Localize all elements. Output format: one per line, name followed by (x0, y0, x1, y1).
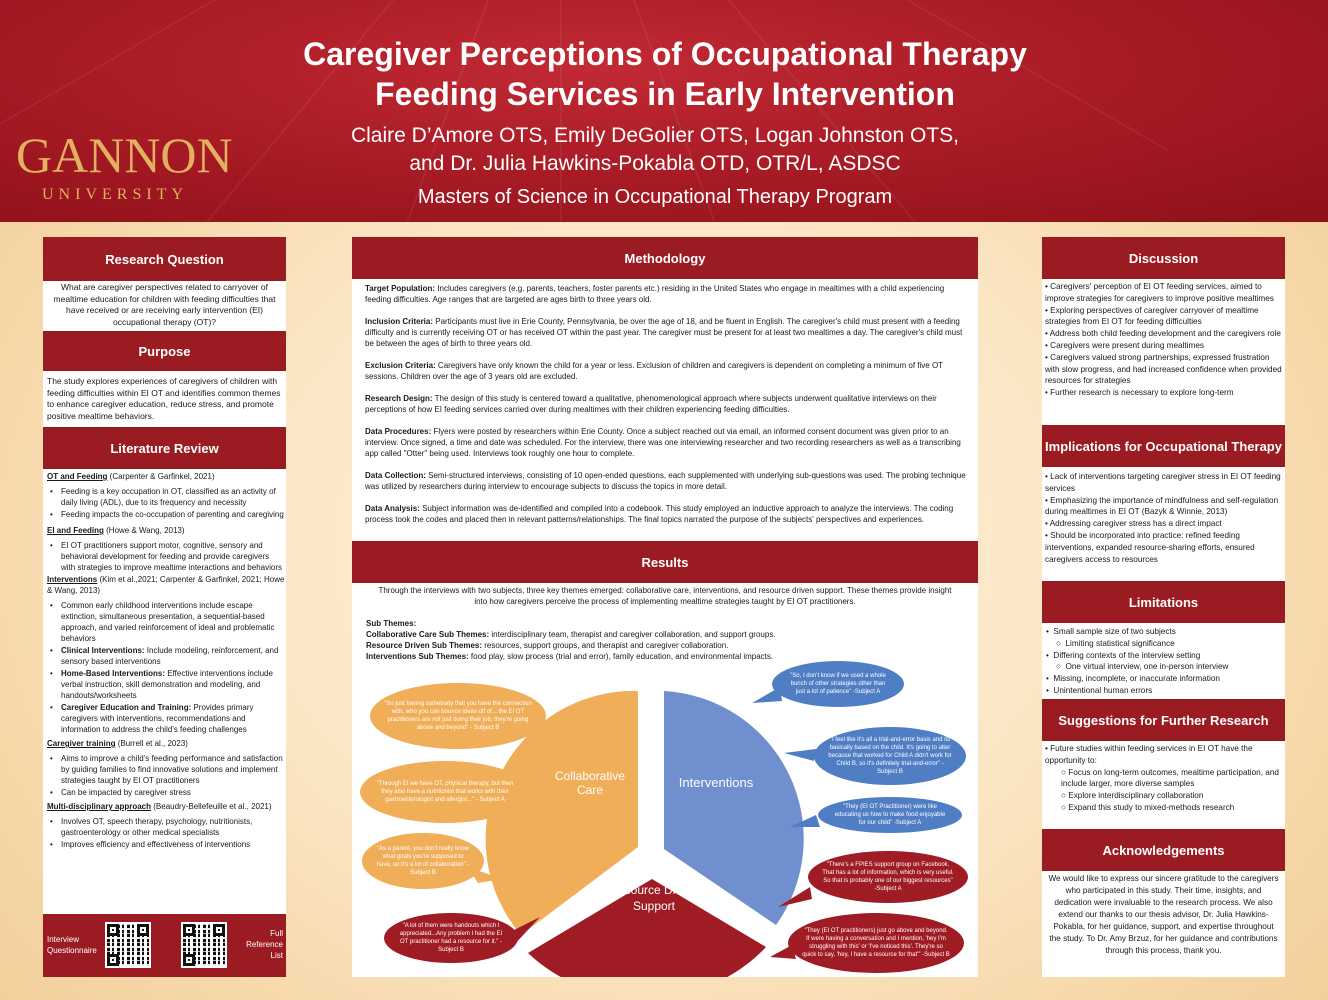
qr-footer (43, 914, 286, 977)
full-reference-list-label: Full Reference List (246, 929, 283, 960)
implications-heading: Implications for Occupational Therapy (1042, 425, 1285, 467)
author-list: Claire D’Amore OTS, Emily DeGolier OTS, Logan Johnston OTS, and Dr. Julia Hawkins-Pokabla OTD, OTR/L, ASDSC (350, 124, 960, 175)
quote-bubble: "They (EI OT Practitioner) were like educating us how to make food enjoyable for our child" -Subject A (818, 797, 962, 833)
program-name: Masters of Science in Occupational Therapy Program (417, 186, 893, 208)
list-item: • Clinical Interventions: Include modeling, reinforcement, and sensory based interventions (47, 645, 285, 667)
data-collection: Data Collection: Semi-structured interviews, consisting of 10 open-ended questions, each supplemented with underlying sub-questions was used. The probing technique was utilized by researchers during interview to encourage subjects to discuss the topics in more detail. (365, 471, 966, 491)
left-column (43, 237, 286, 977)
list-item: • Aims to improve a child's feeding performance and satisfaction by guiding families to find innovative solutions and implement strategies taught by EI OT practitioners (47, 753, 285, 786)
list-item: • Exploring perspectives of caregiver carryover of mealtime strategies from EI OT for feeding difficulties (1045, 305, 1259, 327)
list-item: • Common early childhood interventions include escape extinction, simultaneous presentation, a sequential-based approach, and varied reinforcement of ideal and problematic behaviors (47, 600, 285, 644)
quote-bubble: "So, I don't know if we used a whole bunch of other strategies other than just a lot of patience" -Subject A (772, 661, 904, 707)
quote-bubble: "As a parent, you don't really know what goals you're supposed to have, so it's a lot of collaboration" -Subject B (362, 833, 484, 889)
discussion-heading: Discussion (1042, 237, 1285, 279)
quote-bubble: "There's a FPIES support group on Facebook. That has a lot of information, which is very useful. So that is probably one of our biggest resources" -Subject A (808, 851, 968, 903)
quote-bubble: "So just having somebody that you have the connection with, who you can bounce ideas off of... the EI OT practitioners are not just doing their job, they're going above and beyond" - Subject B (370, 683, 546, 749)
title-banner (0, 0, 1328, 222)
list-item: ○ Focus on long-term outcomes, mealtime participation, and include larger, more diverse samples (1061, 767, 1279, 789)
data-analysis: Data Analysis: Subject information was de-identified and compiled into a codebook. This study employed an inductive approach to analyze the interviews. The coding process took the codes and placed then in relevant patterns/relationships. The final topics narrated the purpose of the subjects' perspectives and experiences. (365, 504, 954, 524)
list-item: • Lack of interventions targeting caregiver stress in EI OT feeding services (1045, 472, 1281, 493)
list-item: • Home-Based Interventions: Effective interventions include verbal instruction, skill demonstration and modeling, and handouts/worksheets (47, 668, 285, 701)
further-research-body (1045, 743, 1283, 814)
lit-section-title: OT and Feeding (47, 472, 108, 481)
literature-review-heading: Literature Review (43, 427, 286, 469)
list-item: • Feeding impacts the co-occupation of parenting and caregiving (47, 509, 285, 520)
list-item: • Future studies within feeding services in EI OT have the opportunity to: (1045, 744, 1253, 765)
list-item: • Differing contexts of the interview setting (1046, 650, 1201, 660)
list-item: • EI OT practitioners support motor, cognitive, sensory and behavioral development for feeding and provide caregivers with strategies to improve mealtime interactions and behaviors (47, 540, 285, 573)
middle-column (352, 237, 978, 977)
limitations-heading: Limitations (1042, 581, 1285, 623)
quote-bubble: "I feel like it's all a trial-and-error basis and its basically based on the child. It's going to alter because that worked for Child A didn't work for Child B, so it's definitely trial-and-error" -Subject B (814, 727, 966, 785)
interview-questionnaire-label: Interview Questionnaire (47, 935, 97, 955)
further-research-heading: Suggestions for Further Research (1042, 699, 1285, 741)
lit-section-title: Multi-disciplinary approach (47, 802, 152, 811)
list-item: • Small sample size of two subjects (1046, 627, 1176, 636)
acknowledgements-heading: Acknowledgements (1042, 829, 1285, 871)
lit-section-title: Caregiver training (47, 739, 116, 748)
quote-bubble: "They (EI OT practitioners) just go above and beyond. If were having a conversation and I mention, 'hey I'm struggling with this' or 'I've noticed this'. They're so quick to say, 'hey, I have a resource for that'" -Subject B (788, 913, 964, 973)
lit-section-title: Interventions (47, 575, 98, 584)
list-item: • Further research is necessary to explore long-term (1045, 388, 1234, 398)
theme-label-interventions: Interventions (678, 775, 754, 790)
list-item: • Caregivers were present during mealtimes (1045, 340, 1204, 350)
right-column (1042, 237, 1285, 977)
list-item: • Improves efficiency and effectiveness of interventions (47, 839, 285, 850)
purpose-heading: Purpose (43, 331, 286, 371)
list-item: • Addressing caregiver stress has a direct impact (1045, 519, 1222, 529)
list-item: • Caregivers valued strong partnerships, expressed frustration with slow progress, and had increased confidence when provided resources for strategies (1045, 352, 1282, 386)
list-item: ○ Limiting statistical significance (1056, 638, 1175, 648)
research-question-heading: Research Question (43, 237, 286, 281)
limitations-body (1046, 626, 1282, 697)
quote-tail (784, 749, 816, 761)
lit-section-title: EI and Feeding (47, 526, 104, 535)
reference-qr-code[interactable] (181, 922, 227, 968)
results-heading: Results (352, 541, 978, 583)
interview-qr-code[interactable] (105, 922, 151, 968)
theme-label-resource-driven: Resource Driven Support (609, 883, 699, 913)
discussion-body (1045, 281, 1283, 399)
list-item: • Feeding is a key occupation in OT, classified as an activity of daily living (ADL), due to its frequency and necessity (47, 486, 285, 508)
data-procedures: Data Procedures: Flyers were posted by researchers within Erie County. Once a subject reached out via email, an informed consent document was given prior to an interview. Once signed, a time and date was scheduled. For the interview, there was one interviewing researcher and two recording researchers as well as a transcribing app called "Otter" being used. Interviews took roughly one hour to complete. (365, 427, 961, 458)
acknowledgements-text: We would like to express our sincere gratitude to the caregivers who participated in this study. Their time, insights, and dedication were invaluable to the research process. We also extend our thanks to our thesis advisor, Dr. Julia Hawkins-Pokabla, for her guidance, support, and expertise throughout the study. To Dr. Amy Brzuz, for her guidance and contributions through this process, thank you. (1048, 874, 1279, 955)
list-item: • Missing, incomplete, or inaccurate information (1046, 674, 1220, 684)
list-item: • Involves OT, speech therapy, psychology, nutritionists, gastroenterology or other medical specialists (47, 816, 285, 838)
inclusion-criteria: Inclusion Criteria: Participants must live in Erie County, Pennsylvania, be over the age of 18, and be fluent in English. The caregiver's child must present with a feeding difficulty and is currently receiving OT or has received OT within the past year. The caregiver must be present for at least two mealtimes a day. The caregiver's child must be between the ages of birth to three years old. (365, 317, 963, 348)
research-design: Research Design: The design of this study is centered toward a qualitative, phenomenological approach where subjects underwent qualitative interviews on their perceptions of how EI feeding services carried over during mealtimes with their children experiencing feeding difficulties. (365, 394, 937, 414)
methodology-heading: Methodology (352, 237, 978, 279)
list-item: ○ Explore interdisciplinary collaboration (1061, 791, 1204, 801)
exclusion-criteria: Exclusion Criteria: Caregivers have only known the child for a year or less. Exclusion of children and caregivers is dependent on completing a minimum of five OT sessions. Children over the age of 3 years old are excluded. (365, 361, 943, 381)
university-logo: GANNON (16, 127, 233, 183)
list-item: • Unintentional human errors (1046, 685, 1153, 695)
results-intro: Through the interviews with two subjects, three key themes emerged: collaborative care, interventions, and resource driven support. These themes provide insight into how caregivers perceive the process of implementing mealtime strategies taught by EI OT practitioners. (378, 586, 952, 606)
target-population: Target Population: Includes caregivers (e.g. parents, teachers, foster parents etc.) residing in the United States who engage in mealtimes with a child experiencing feeding difficulties. Age ranges that are targeted are ages birth to three years old. (365, 284, 945, 304)
literature-review-body: OT and Feeding (Carpenter & Garfinkel, 2021) • Feeding is a key occupation in OT, classified as an activity of daily living (ADL), due to its frequency and necessity • Feeding impacts the co-occupation of parenting and caregiving EI and Feeding (Howe & Wang, 2013) • EI OT practitioners support motor, cognitive, sensory and behavioral development for feeding and provide caregivers with strategies to improve mealtime interactions and behaviors Interventions (Kim et al.,2021; Carpenter & Garfinkel, 2021; Howe & Wang, 2013) • Common early childhood interventions include escape extinction, simultaneous presentation, a sequential-based approach, and varied reinforcement of ideal and problematic behaviors • Clinical Interventions: Include modeling, reinforcement, and sensory based interventions • Home-Based Interventions: Effective interventions include verbal instruction, skill demonstration and modeling, and handouts/worksheets • Caregiver Education and Training: Provides primary caregivers with interventions, recommendations and information to address the child’s feeding challenges Caregiver training (Burrell et al., 2023) • Aims to improve a child's feeding performance and satisfaction by guiding families to find innovative solutions and implement strategies taught by EI OT practitioners • Can be impacted by caregiver stress Multi-disciplinary approach (Beaudry-Bellefeuille et al., 2021) • Involves OT, speech therapy, psychology, nutritionists, gastroenterology or other medical specialists • Improves efficiency and effectiveness of interventions (47, 471, 285, 851)
theme-label-collaborative-care: Collaborative Care (554, 769, 626, 797)
purpose-text: The study explores experiences of caregivers of children with feeding difficulties within EI OT and identifies common themes to enhance caregiver education, reduce stress, and promote positive mealtime behaviors. (47, 376, 281, 421)
poster-title: Caregiver Perceptions of Occupational Therapy Feeding Services in Early Intervention (303, 36, 1027, 112)
quote-bubble: "A lot of them were handouts which I appreciated...Any problem I had the EI OT practitioner had a resource for it." -Subject B (384, 913, 518, 963)
quote-bubble: "Through EI we have OT, physical therapy, but then they also have a nutritionist that works with their gastroenterologist and allergist..." - Subject A (360, 761, 530, 823)
implications-body (1045, 471, 1283, 565)
methodology-body (365, 283, 967, 536)
list-item: • Should be incorporated into practice: refined feeding interventions, expanded resource-sharing efforts, ensured caregivers access to resources (1045, 530, 1255, 564)
list-item: • Address both child feeding development and the caregivers role (1045, 329, 1281, 339)
research-question-text: What are caregiver perspectives related to carryover of mealtime education for children with feeding difficulties that have received or are receiving early intervention (EI) occupational therapy (OT)? (53, 282, 276, 327)
sub-themes: Sub Themes: Collaborative Care Sub Themes: interdisciplinary team, therapist and caregiver collaboration, and support groups. Resource Driven Sub Themes: resources, support groups, and therapist and caregiver collaboration. Interventions Sub Themes: food play, slow process (trial and error), family education, and environmental impacts. (366, 619, 776, 661)
university-logo-subtitle: UNIVERSITY (42, 186, 188, 203)
list-item: ○ One virtual interview, one in-person interview (1056, 662, 1229, 672)
list-item: ○ Expand this study to mixed-methods research (1061, 802, 1235, 812)
list-item: • Can be impacted by caregiver stress (47, 787, 285, 798)
list-item: • Emphasizing the importance of mindfulness and self-regulation during mealtimes in EI OT (Bazyk & Winnie, 2013) (1045, 495, 1279, 517)
list-item: • Caregiver Education and Training: Provides primary caregivers with interventions, recommendations and information to address the child’s feeding challenges (47, 702, 285, 735)
list-item: • Caregivers' perception of EI OT feeding services, aimed to improve strategies for caregivers to improve positive mealtimes (1045, 282, 1274, 303)
